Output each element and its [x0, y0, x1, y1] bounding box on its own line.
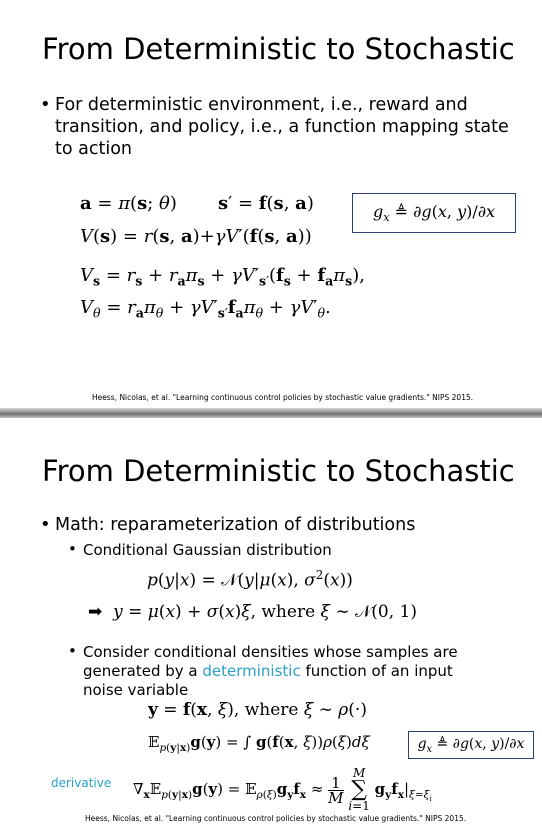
eq-transition: s′ = f(s, a) — [218, 193, 314, 214]
bullet-dot: • — [40, 94, 51, 115]
sub-bullet-densities: Consider conditional densities whose samples are generated by a deterministic function of an input noise variable — [83, 643, 458, 699]
slide-2 — [0, 418, 542, 826]
bullet-dot: • — [40, 514, 51, 535]
slide-divider — [0, 408, 542, 418]
definition-box: $g_x$ ≜ ∂g(x, y)/∂x — [408, 731, 534, 759]
arrow-right-icon: ➡ — [88, 602, 103, 622]
slide-1-citation: Heess, Nicolas, et al. "Learning continuous control policies by stochastic value gradients." NIPS 2015. — [92, 393, 474, 402]
sub-bullet-dot: • — [68, 642, 77, 660]
side-label-derivative: derivative — [51, 776, 112, 790]
slide-2-citation: Heess, Nicolas, et al. "Learning continuous control policies by stochastic value gradients." NIPS 2015. — [85, 814, 467, 823]
definition-box: $g_x$ ≜ ∂g(x, y)/∂x — [352, 193, 516, 233]
slide-2-title: From Deterministic to Stochastic — [42, 454, 515, 488]
sub-bullet-dot: • — [68, 540, 77, 558]
highlight-deterministic: deterministic — [202, 662, 301, 680]
eq-expectation: 𝔼$_{p(y|x)}$g(y) = ∫ g(f(x, ξ))ρ(ξ)dξ — [148, 733, 370, 754]
slide-2-bullet-text: Math: reparameterization of distributions — [55, 515, 416, 535]
slide-1-title: From Deterministic to Stochastic — [42, 32, 515, 66]
eq-gradient-estimate: $\nabla_x𝔼_{p(y|x)}g(y)$ = $𝔼_{\rho(\xi)}g_yf_x$ ≈ $\frac{1}{M}$ M ∑ i=1 $g_yf_x|_{\xi=\xi_i}$ — [133, 766, 432, 813]
eq-value-grad-theta: $V_\theta = r_a\pi_\theta + \gamma V'_{s'}f_a\pi_\theta + \gamma V'_\theta$. — [80, 297, 331, 321]
slide-1 — [0, 0, 542, 408]
eq-value-grad-s: $V_s = r_s + r_a\pi_s + \gamma V'_{s'}(f_s + f_a\pi_s)$, — [80, 265, 365, 289]
eq-conditional-gaussian: p(y|x) = 𝒩(y|μ(x), $\sigma^2(x)$) — [147, 568, 353, 591]
eq-policy: a = π(s; θ) — [80, 193, 177, 214]
slide-1-bullet-text: For deterministic environment, i.e., reward and transition, and policy, i.e., a function mapping state to action — [55, 95, 509, 159]
eq-value: V(s) = r(s, a)+γV′(f(s, a)) — [80, 226, 312, 247]
eq-reparam-general: y = f(x, ξ), where ξ ∼ ρ(·) — [148, 700, 367, 720]
sub-bullet-gaussian: Conditional Gaussian distribution — [83, 541, 332, 559]
eq-reparam-gaussian: ➡ y = μ(x) + σ(x)ξ, where ξ ∼ 𝒩(0, 1) — [88, 602, 417, 622]
